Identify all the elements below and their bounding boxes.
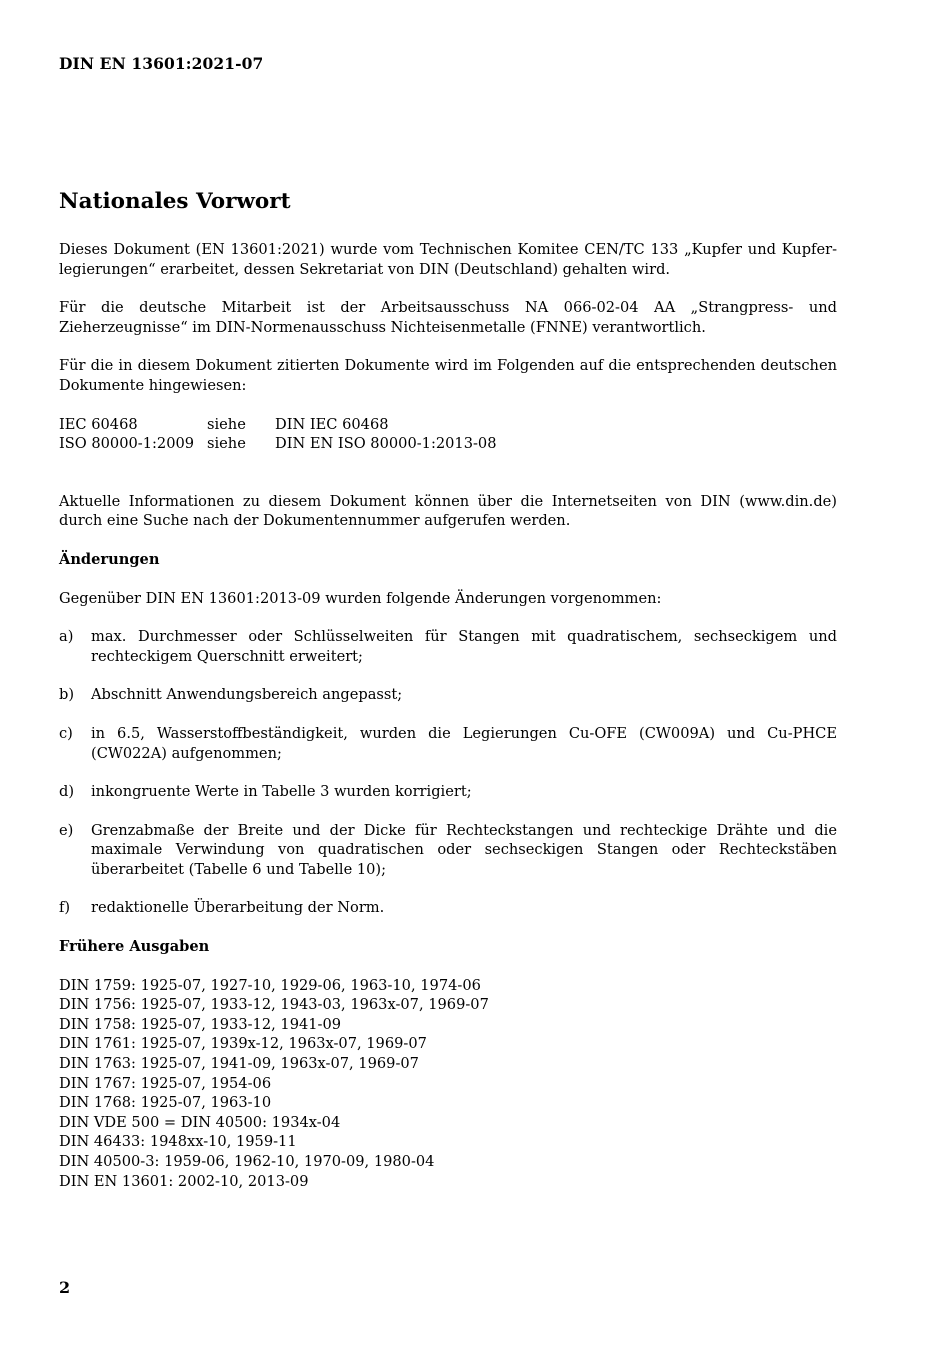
list-item-text: Grenzabmaße der Breite und der Dicke für Rechteckstangen und rechteckige Drähte und die maximale Verwindung von quadratischen oder sechseckigen Stangen oder Rechteckstäben überarbeitet (Tabelle 6 und Tabelle 10); bbox=[91, 821, 837, 878]
reference-source: ISO 80000-1:2009 bbox=[59, 435, 195, 453]
list-item-text: redaktionelle Überarbeitung der Norm. bbox=[91, 899, 385, 917]
previous-editions-list bbox=[59, 976, 837, 1192]
edition-item: DIN 1758: 1925-07, 1933-12, 1941-09 bbox=[59, 1015, 342, 1033]
changes-intro: Gegenüber DIN EN 13601:2013-09 wurden folgende Änderungen vorgenommen: bbox=[59, 589, 662, 607]
changes-list bbox=[59, 627, 837, 918]
paragraph-working-group: Für die deutsche Mitarbeit ist der Arbeitsausschuss NA 066-02-04 AA „Strangpress- und Zieherzeugnisse“ im DIN-Normenausschuss Nichteisenmetalle (FNNE) verantwortlich. bbox=[59, 299, 837, 336]
edition-item: DIN 1763: 1925-07, 1941-09, 1963x-07, 1969-07 bbox=[59, 1055, 419, 1073]
list-item-text: inkongruente Werte in Tabelle 3 wurden korrigiert; bbox=[91, 783, 472, 801]
list-marker: d) bbox=[59, 783, 75, 801]
edition-item: DIN 1756: 1925-07, 1933-12, 1943-03, 1963x-07, 1969-07 bbox=[59, 996, 489, 1014]
document-body bbox=[59, 240, 837, 1191]
list-marker: f) bbox=[59, 899, 71, 917]
edition-item: DIN 1767: 1925-07, 1954-06 bbox=[59, 1074, 272, 1092]
reference-target: DIN EN ISO 80000-1:2013-08 bbox=[275, 435, 497, 453]
reference-word: siehe bbox=[207, 415, 246, 433]
reference-table bbox=[59, 415, 497, 454]
edition-item: DIN 40500-3: 1959-06, 1962-10, 1970-09, 1980-04 bbox=[59, 1153, 435, 1170]
list-item bbox=[59, 685, 837, 705]
document-id: DIN EN 13601:2021-07 bbox=[59, 54, 264, 73]
page-title: Nationales Vorwort bbox=[59, 189, 291, 214]
edition-item: DIN EN 13601: 2002-10, 2013-09 bbox=[59, 1172, 309, 1190]
list-marker: e) bbox=[59, 821, 74, 839]
list-item bbox=[59, 627, 837, 666]
reference-row bbox=[59, 415, 497, 435]
list-item-text: max. Durchmesser oder Schlüsselweiten für Stangen mit quadratischem, sechseckigem und rechteckigem Querschnitt erweitert; bbox=[91, 628, 837, 665]
paragraph-info: Aktuelle Informationen zu diesem Dokument können über die Internetseiten von DIN (www.din.de) durch eine Suche nach der Dokumentennummer aufgerufen werden. bbox=[59, 492, 837, 530]
list-marker: c) bbox=[59, 724, 73, 742]
reference-target: DIN IEC 60468 bbox=[275, 415, 389, 433]
reference-word: siehe bbox=[207, 435, 246, 453]
reference-source: IEC 60468 bbox=[59, 415, 138, 433]
changes-heading: Änderungen bbox=[59, 550, 160, 568]
list-marker: b) bbox=[59, 686, 75, 704]
edition-item: DIN 1759: 1925-07, 1927-10, 1929-06, 1963-10, 1974-06 bbox=[59, 976, 481, 994]
list-item-text: in 6.5, Wasserstoffbeständigkeit, wurden die Legierungen Cu-OFE (CW009A) und Cu-PHCE (CW022A) aufgenommen; bbox=[91, 724, 837, 762]
reference-row bbox=[59, 434, 497, 454]
edition-item: DIN VDE 500 = DIN 40500: 1934x-04 bbox=[59, 1113, 341, 1131]
list-item bbox=[59, 724, 837, 763]
page-number: 2 bbox=[59, 1278, 71, 1297]
list-item bbox=[59, 782, 837, 802]
list-marker: a) bbox=[59, 628, 74, 646]
list-item-text: Abschnitt Anwendungsbereich angepasst; bbox=[91, 686, 403, 704]
edition-item: DIN 1761: 1925-07, 1939x-12, 1963x-07, 1969-07 bbox=[59, 1035, 427, 1053]
previous-editions-heading: Frühere Ausgaben bbox=[59, 938, 210, 956]
list-item bbox=[59, 821, 837, 880]
paragraph-committee: Dieses Dokument (EN 13601:2021) wurde vom Technischen Komitee CEN/TC 133 „Kupfer und Kupferlegierungen“ erarbeitet, dessen Sekretariat von DIN (Deutschland) gehalten wird. bbox=[59, 241, 837, 278]
paragraph-references-intro: Für die in diesem Dokument zitierten Dokumente wird im Folgenden auf die entsprechenden deutschen Dokumente hingewiesen: bbox=[59, 357, 837, 394]
edition-item: DIN 1768: 1925-07, 1963-10 bbox=[59, 1094, 272, 1112]
list-item bbox=[59, 898, 837, 918]
edition-item: DIN 46433: 1948xx-10, 1959-11 bbox=[59, 1133, 297, 1151]
